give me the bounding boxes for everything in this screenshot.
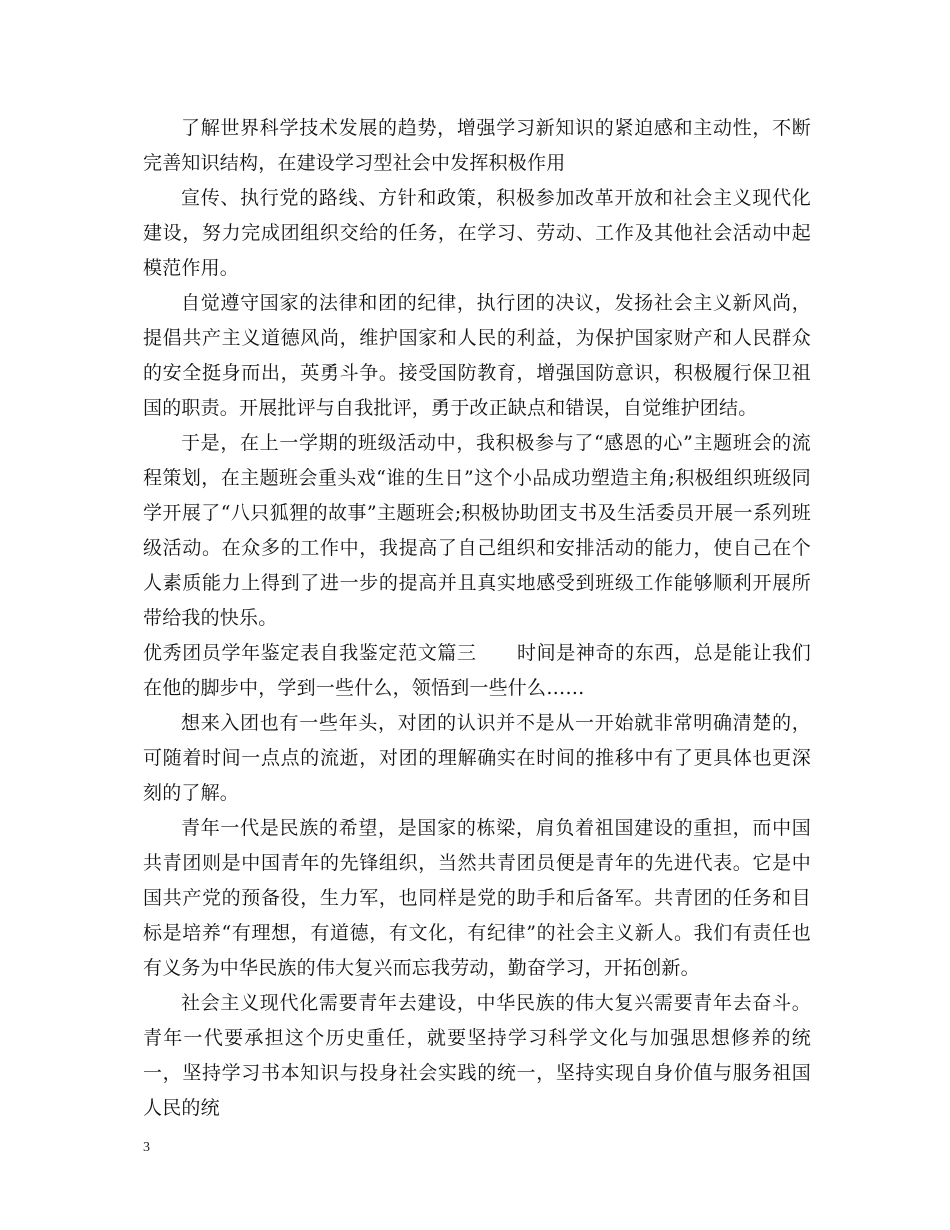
section-heading: 优秀团员学年鉴定表自我鉴定范文篇三 (143, 642, 477, 664)
paragraph: 自觉遵守国家的法律和团的纪律，执行团的决议，发扬社会主义新风尚，提倡共产主义道德风尚，维护国家和人民的利益，为保护国家财产和人民群众的安全挺身而出，英勇斗争。接受国防教育，增强国防意识，积极履行保卫祖国的职责。开展批评与自我批评，勇于改正缺点和错误，自觉维护团结。 (143, 292, 811, 419)
paragraph: 了解世界科学技术发展的趋势，增强学习新知识的紧迫感和主动性，不断完善知识结构，在建设学习型社会中发挥积极作用 (143, 117, 811, 174)
paragraph: 于是，在上一学期的班级活动中，我积极参与了“感恩的心”主题班会的流程策划，在主题班会重头戏“谁的生日”这个小品成功塑造主角;积极组织班级同学开展了“八只狐狸的故事”主题班会;积极协助团支书及生活委员开展一系列班级活动。在众多的工作中，我提高了自己组织和安排活动的能力，使自己在个人素质能力上得到了进一步的提高并且真实地感受到班级工作能够顺利开展所带给我的快乐。 (143, 432, 811, 629)
section-heading-paragraph (143, 636, 811, 706)
paragraph: 青年一代是民族的希望，是国家的栋梁，肩负着祖国建设的重担，而中国共青团则是中国青年的先锋组织，当然共青团员便是青年的先进代表。它是中国共产党的预备役，生力军，也同样是党的助手和后备军。共青团的任务和目标是培养“有理想，有道德，有文化，有纪律”的社会主义新人。我们有责任也有义务为中华民族的伟大复兴而忘我劳动，勤奋学习，开拓创新。 (143, 817, 811, 979)
document-body (143, 111, 811, 1126)
page-number: 3 (143, 1140, 150, 1155)
section-intro: 时间是神奇的东西，总是能让我们在他的脚步中，学到一些什么，领悟到一些什么…… (143, 642, 811, 699)
paragraph: 想来入团也有一些年头，对团的认识并不是从一开始就非常明确清楚的，可随着时间一点点的流逝，对团的理解确实在时间的推移中有了更具体也更深刻的了解。 (143, 712, 811, 804)
paragraph: 宣传、执行党的路线、方针和政策，积极参加改革开放和社会主义现代化建设，努力完成团组织交给的任务，在学习、劳动、工作及其他社会活动中起模范作用。 (143, 187, 811, 279)
paragraph: 社会主义现代化需要青年去建设，中华民族的伟大复兴需要青年去奋斗。青年一代要承担这个历史重任，就要坚持学习科学文化与加强思想修养的统一，坚持学习书本知识与投身社会实践的统一，坚持实现自身价值与服务祖国人民的统 (143, 992, 811, 1119)
